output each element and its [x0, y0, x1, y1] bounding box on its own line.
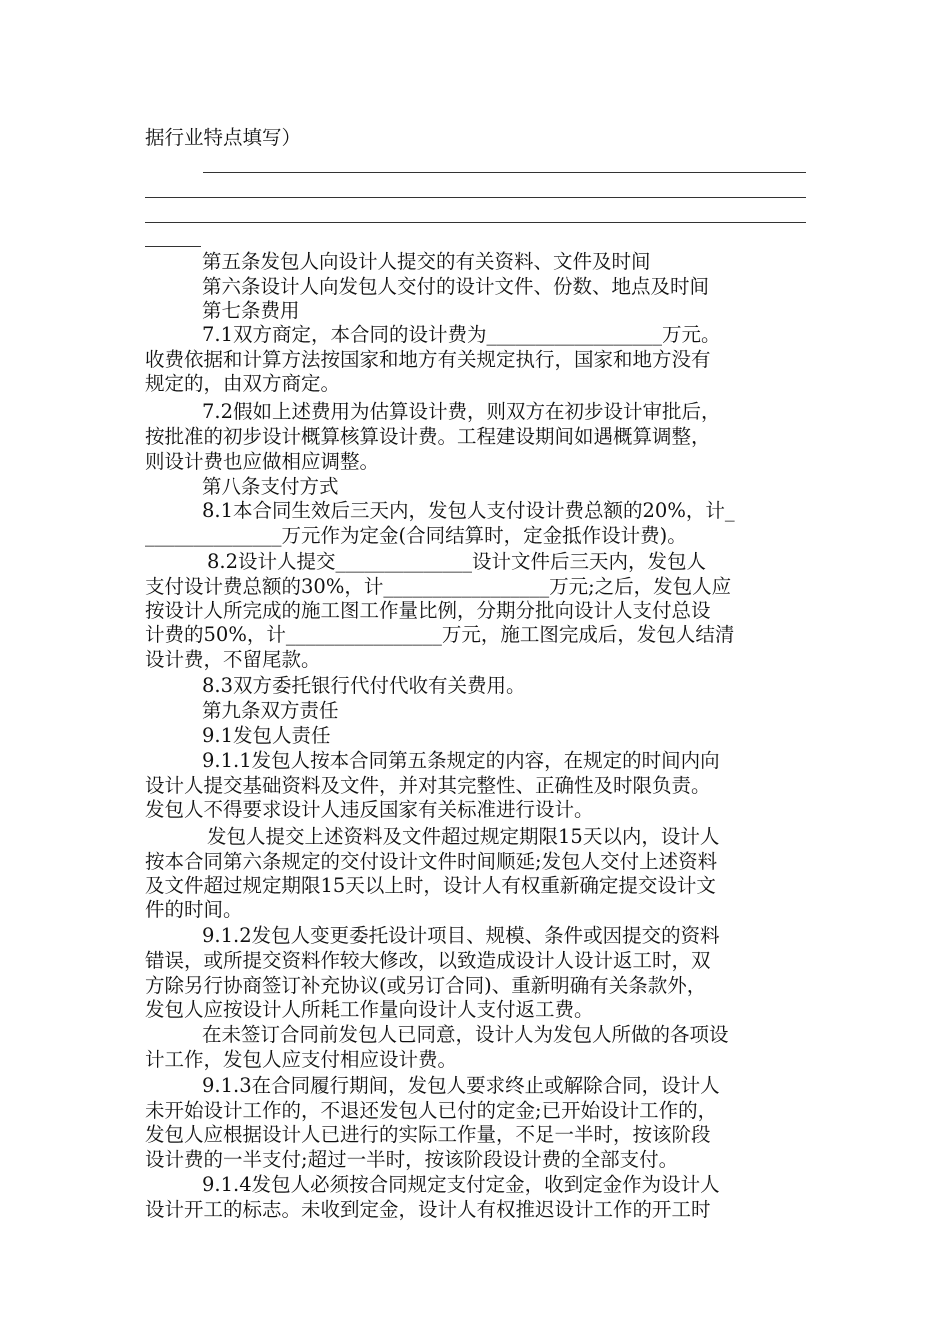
clause-8-1: 8.1本合同生效后三天内，发包人支付设计费总额的20%，计_ [202, 499, 735, 522]
clause-9-1-3: 9.1.3在合同履行期间，发包人要求终止或解除合同，设计人 [202, 1074, 720, 1097]
article-6-heading: 第六条设计人向发包人交付的设计文件、份数、地点及时间 [202, 275, 710, 298]
fill-in-rule [145, 197, 806, 198]
text-line: 设计费，不留尾款。 [145, 648, 321, 671]
fill-in-rule [145, 246, 201, 247]
text-line: 规定的，由双方商定。 [145, 372, 341, 395]
clause-9-1-4: 9.1.4发包人必须按合同规定支付定金，收到定金作为设计人 [202, 1173, 720, 1196]
text-line: 及文件超过规定期限15天以上时，设计人有权重新确定提交设计文 [145, 874, 716, 897]
text-line: 支付设计费总额的30%，计_________________万元;之后，发包人应 [145, 575, 732, 598]
paragraph-line: 发包人提交上述资料及文件超过规定期限15天以内，设计人 [207, 825, 720, 848]
text-line: 发包人不得要求设计人违反国家有关标准进行设计。 [145, 798, 594, 821]
text-line: 件的时间。 [145, 898, 243, 921]
clause-9-1: 9.1发包人责任 [202, 724, 331, 747]
text-line: 按设计人所完成的施工图工作量比例，分期分批向设计人支付总设 [145, 599, 711, 622]
text-line: 方除另行协商签订补充协议(或另订合同)、重新明确有关条款外， [145, 974, 707, 997]
article-8-heading: 第八条支付方式 [202, 475, 339, 498]
text-line: 错误，或所提交资料作较大修改，以致造成设计人设计返工时，双 [145, 949, 711, 972]
clause-7-1: 7.1双方商定，本合同的设计费为__________________万元。 [202, 323, 721, 346]
text-line: 计费的50%，计________________万元，施工图完成后，发包人结清 [145, 623, 735, 646]
text-line: 按批准的初步设计概算核算设计费。工程建设期间如遇概算调整， [145, 425, 711, 448]
text-line: 未开始设计工作的，不退还发包人已付的定金;已开始设计工作的， [145, 1099, 718, 1122]
text-line: 计工作，发包人应支付相应设计费。 [145, 1048, 458, 1071]
text-line: 发包人应按设计人所耗工作量向设计人支付返工费。 [145, 998, 594, 1021]
clause-9-1-2: 9.1.2发包人变更委托设计项目、规模、条件或因提交的资料 [202, 924, 720, 947]
text-line: 发包人应根据设计人已进行的实际工作量，不足一半时，按该阶段 [145, 1123, 711, 1146]
fill-in-rule [203, 172, 806, 173]
text-line: ______________万元作为定金(合同结算时，定金抵作设计费)。 [145, 524, 687, 547]
clause-8-2: 8.2设计人提交______________设计文件后三天内，发包人 [207, 550, 707, 573]
article-7-heading: 第七条费用 [202, 299, 300, 322]
text-line: 按本合同第六条规定的交付设计文件时间顺延;发包人交付上述资料 [145, 850, 718, 873]
clause-8-3: 8.3双方委托银行代付代收有关费用。 [202, 674, 526, 697]
text-line: 设计人提交基础资料及文件，并对其完整性、正确性及时限负责。 [145, 774, 711, 797]
text-line: 设计费的一半支付;超过一半时，按该阶段设计费的全部支付。 [145, 1148, 679, 1171]
text-line: 则设计费也应做相应调整。 [145, 450, 380, 473]
clause-9-1-1: 9.1.1发包人按本合同第五条规定的内容，在规定的时间内向 [202, 749, 720, 772]
text-line: 设计开工的标志。未收到定金，设计人有权推迟设计工作的开工时 [145, 1198, 711, 1221]
fill-in-rule [145, 222, 806, 223]
article-5-heading: 第五条发包人向设计人提交的有关资料、文件及时间 [202, 250, 651, 273]
text-line: 据行业特点填写） [145, 126, 302, 149]
paragraph-line: 在未签订合同前发包人已同意，设计人为发包人所做的各项设 [202, 1023, 729, 1046]
text-line: 收费依据和计算方法按国家和地方有关规定执行，国家和地方没有 [145, 348, 711, 371]
clause-7-2: 7.2假如上述费用为估算设计费，则双方在初步设计审批后， [202, 400, 721, 423]
article-9-heading: 第九条双方责任 [202, 699, 339, 722]
